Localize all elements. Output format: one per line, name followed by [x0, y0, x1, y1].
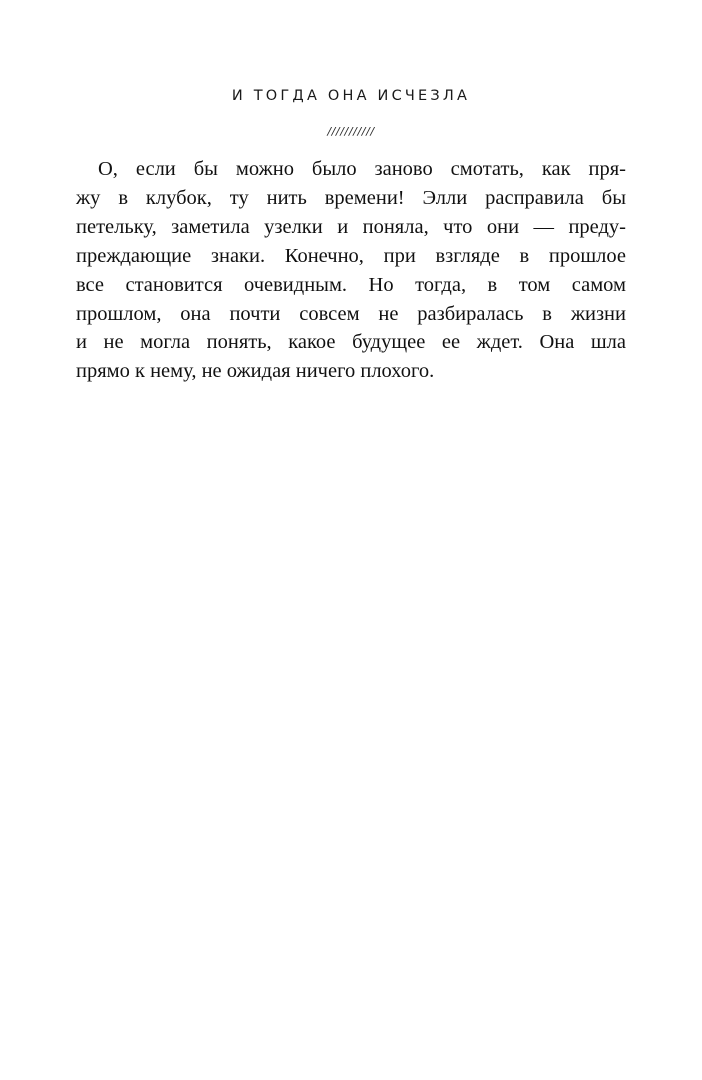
paragraph-line: прошлом, она почти совсем не разбиралась в жизни	[76, 302, 626, 325]
paragraph-line: прямо к нему, не ожидая ничего плохого.	[76, 360, 435, 383]
body-paragraph	[76, 155, 626, 386]
paragraph-line: преждающие знаки. Конечно, при взгляде в прошлое	[76, 244, 626, 267]
paragraph-line: петельку, заметила узелки и поняла, что они — преду-	[76, 215, 626, 238]
section-ornament: ///////////	[327, 125, 375, 138]
paragraph-line: жу в клубок, ту нить времени! Элли расправила бы	[76, 186, 626, 209]
paragraph-line: О, если бы можно было заново смотать, как пря-	[98, 158, 626, 180]
running-head: И ТОГДА ОНА ИСЧЕЗЛА	[231, 88, 471, 104]
paragraph-line: и не могла понять, какое будущее ее ждет. Она шла	[76, 331, 626, 354]
paragraph-line: все становится очевидным. Но тогда, в том самом	[76, 273, 626, 296]
